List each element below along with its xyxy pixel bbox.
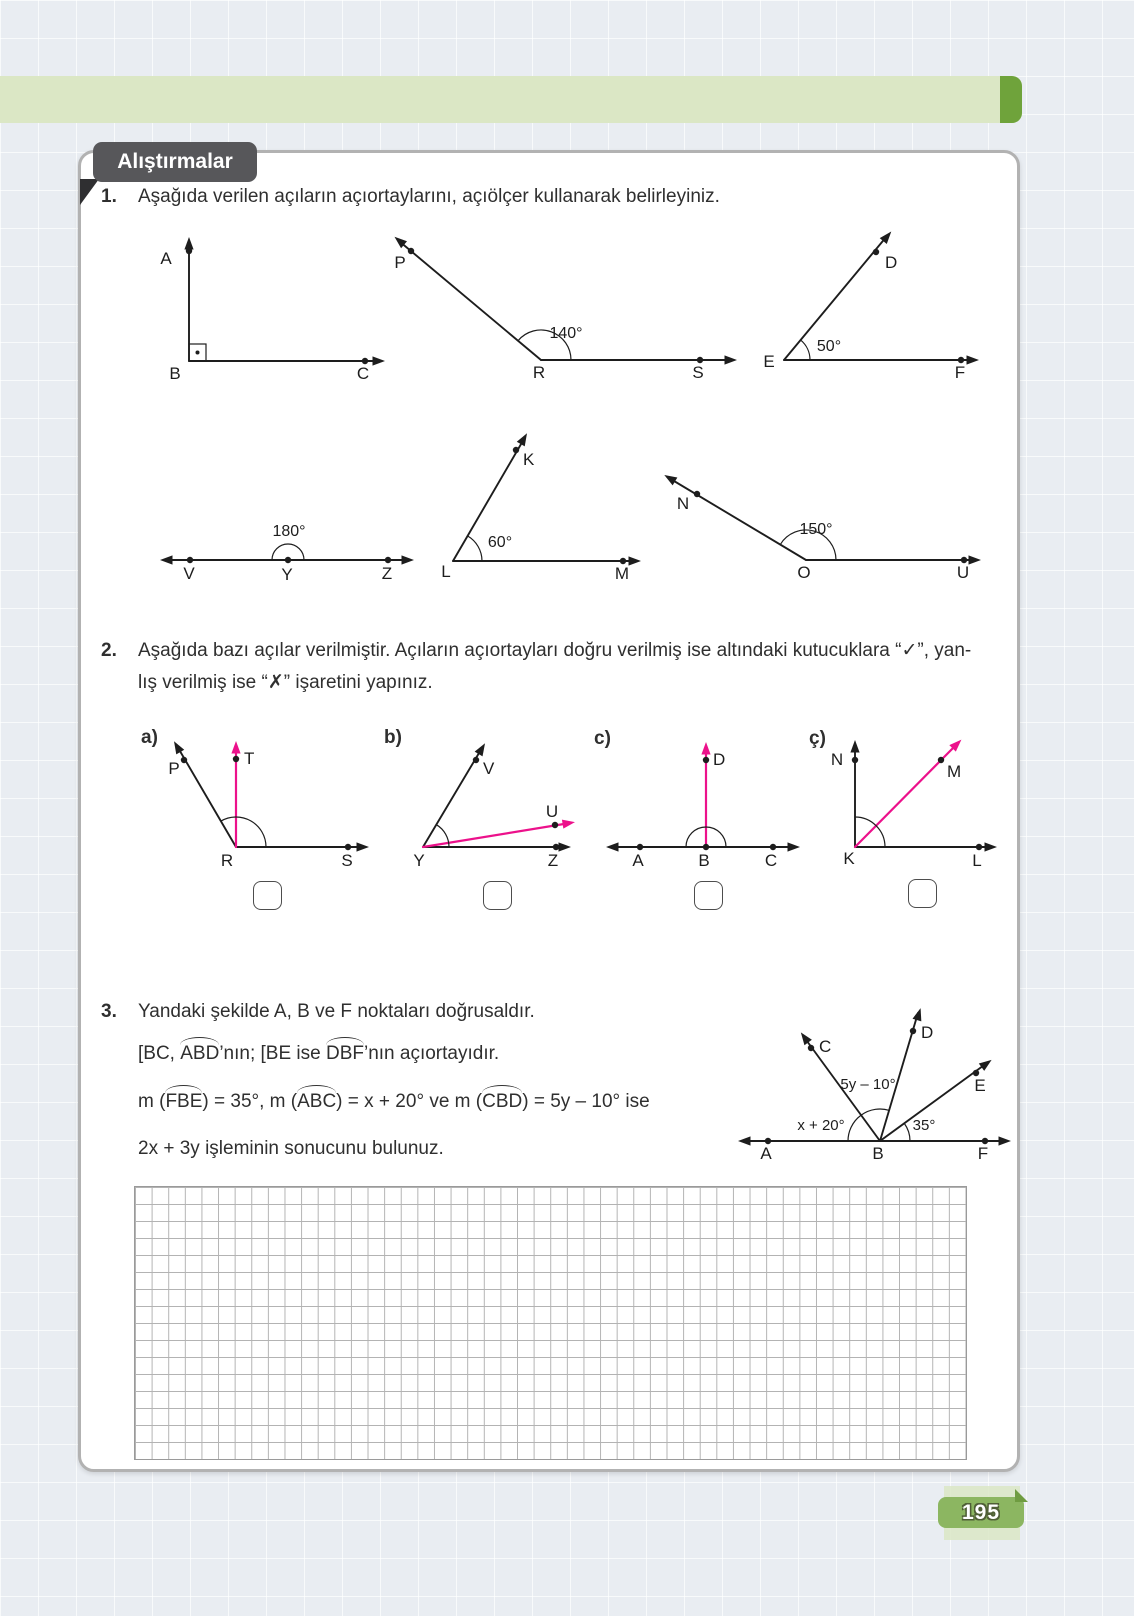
diagram-q2-b (393, 733, 588, 868)
diagram-q1-def (733, 221, 1003, 383)
diagram-q2-c (603, 733, 803, 868)
point-label: B (698, 851, 710, 870)
answer-checkbox-b[interactable] (483, 881, 512, 910)
q3-line2-text: [BC, (138, 1043, 181, 1064)
rays (423, 741, 576, 852)
point-label: S (692, 363, 704, 382)
diagram-q3 (718, 988, 1013, 1163)
rays (170, 739, 369, 852)
q3-line3-text: ) = 35°, m ( (202, 1091, 298, 1112)
point-label: O (797, 563, 811, 582)
point-label: E (763, 352, 775, 371)
point-label: Z (381, 564, 393, 583)
q2-item-cc-label: ç) (809, 728, 826, 749)
point-label: K (843, 849, 855, 868)
q3-line2-text: ’nın açıortayıdır. (363, 1043, 500, 1064)
diagram-q1-nou (653, 443, 1003, 588)
diagram-q1-abc (153, 221, 398, 383)
point-label: Y (281, 565, 293, 584)
q2-text-line1: Aşağıda bazı açılar verilmiştir. Açıların açıortayları doğru verilmiş ise altındaki kutucuklara “✓”, yan- (138, 640, 972, 661)
point-label: A (160, 249, 172, 268)
q3-line3-text: m ( (138, 1091, 166, 1112)
answer-checkbox-c[interactable] (694, 881, 723, 910)
point-label: Z (547, 851, 559, 870)
point-label: M (614, 564, 630, 583)
exercise-panel (78, 150, 1020, 1472)
point-label: R (220, 851, 234, 870)
point-label: D (713, 750, 726, 769)
point-label: E (974, 1076, 986, 1095)
point-label: P (394, 253, 406, 272)
rays (606, 742, 800, 852)
exercises-badge-label: Alıştırmalar (117, 150, 233, 173)
point-label: S (341, 851, 353, 870)
point-label: B (169, 364, 181, 383)
page-number-badge (938, 1497, 1024, 1528)
point-label: D (921, 1023, 934, 1042)
angle-name: CBD (482, 1091, 523, 1112)
angle-name: ABC (297, 1091, 337, 1112)
working-grid[interactable] (134, 1186, 967, 1460)
point-label: C (356, 364, 370, 383)
answer-checkbox-a[interactable] (253, 881, 282, 910)
point-label: C (764, 851, 778, 870)
rays (662, 471, 981, 565)
diagram-q2-a (163, 733, 383, 868)
point-label: V (483, 759, 495, 778)
point-label: V (183, 564, 195, 583)
q2-item-b-label: b) (384, 727, 402, 748)
point-label: D (885, 253, 898, 272)
angle-label: 50° (816, 338, 842, 355)
angle-name: DBF (325, 1043, 364, 1064)
point-label: N (830, 750, 844, 769)
point-label: P (168, 759, 180, 778)
q3-line3 (138, 1091, 650, 1113)
rays (784, 229, 979, 365)
angle-label: 180° (272, 523, 306, 540)
q3-number: 3. (101, 1001, 117, 1022)
exercises-badge (93, 142, 257, 182)
rays (453, 431, 641, 566)
q1-number: 1. (101, 186, 117, 207)
point-label: U (545, 802, 559, 821)
angle-name: ABD (180, 1043, 220, 1064)
angle-label: 35° (912, 1117, 936, 1134)
point-label: T (244, 749, 255, 768)
angle-label: 5y – 10° (840, 1076, 896, 1093)
point-label: L (972, 851, 982, 870)
green-bar-end-cap (1000, 76, 1022, 123)
point-label: M (947, 762, 962, 781)
angle-label: 140° (549, 325, 583, 342)
angle-name: FBE (165, 1091, 203, 1112)
point-label: A (632, 851, 644, 870)
point-label: B (872, 1144, 884, 1163)
point-label: U (956, 563, 970, 582)
diagram-q1-klm (433, 418, 653, 593)
top-green-bar (0, 76, 1022, 123)
point-label: C (819, 1037, 832, 1056)
diagram-q1-vyz (158, 493, 418, 593)
q3-line2-text: ’nın; [BE ise (219, 1043, 326, 1064)
rays (850, 736, 997, 851)
q2-text-line2: lış verilmiş ise “✗” işaretini yapınız. (138, 672, 433, 693)
point-label: K (523, 450, 535, 469)
q2-item-c-label: c) (594, 728, 611, 749)
point-label: F (954, 363, 966, 382)
point-label: R (532, 363, 546, 382)
diagram-q2-cc (823, 731, 1003, 868)
answer-checkbox-cc[interactable] (908, 879, 937, 908)
page-number: 195 (961, 1500, 1001, 1524)
badge-ribbon-fold (80, 179, 99, 205)
angle-label: 150° (799, 521, 833, 538)
rays (160, 544, 414, 565)
point-label: N (676, 494, 690, 513)
point-label: F (977, 1144, 989, 1163)
q3-line3-text: ) = 5y – 10° ise (522, 1091, 650, 1112)
point-label: A (760, 1144, 772, 1163)
q1-text: Aşağıda verilen açıların açıortaylarını, açıölçer kullanarak belirleyiniz. (138, 186, 720, 207)
diagram-q1-prs (383, 225, 748, 383)
point-label: Y (413, 851, 425, 870)
angle-label: 60° (487, 534, 513, 551)
rays (392, 233, 737, 364)
q2-item-a-label: a) (141, 727, 158, 748)
q3-line3-text: ) = x + 20° ve m ( (336, 1091, 483, 1112)
q2-number: 2. (101, 640, 117, 661)
angle-label: x + 20° (797, 1117, 845, 1134)
q3-line1: Yandaki şekilde A, B ve F noktaları doğrusaldır. (138, 1001, 535, 1022)
q3-line4: 2x + 3y işleminin sonucunu bulunuz. (138, 1138, 444, 1159)
q3-line2 (138, 1043, 499, 1065)
point-label: L (441, 562, 451, 581)
rays (184, 237, 385, 366)
